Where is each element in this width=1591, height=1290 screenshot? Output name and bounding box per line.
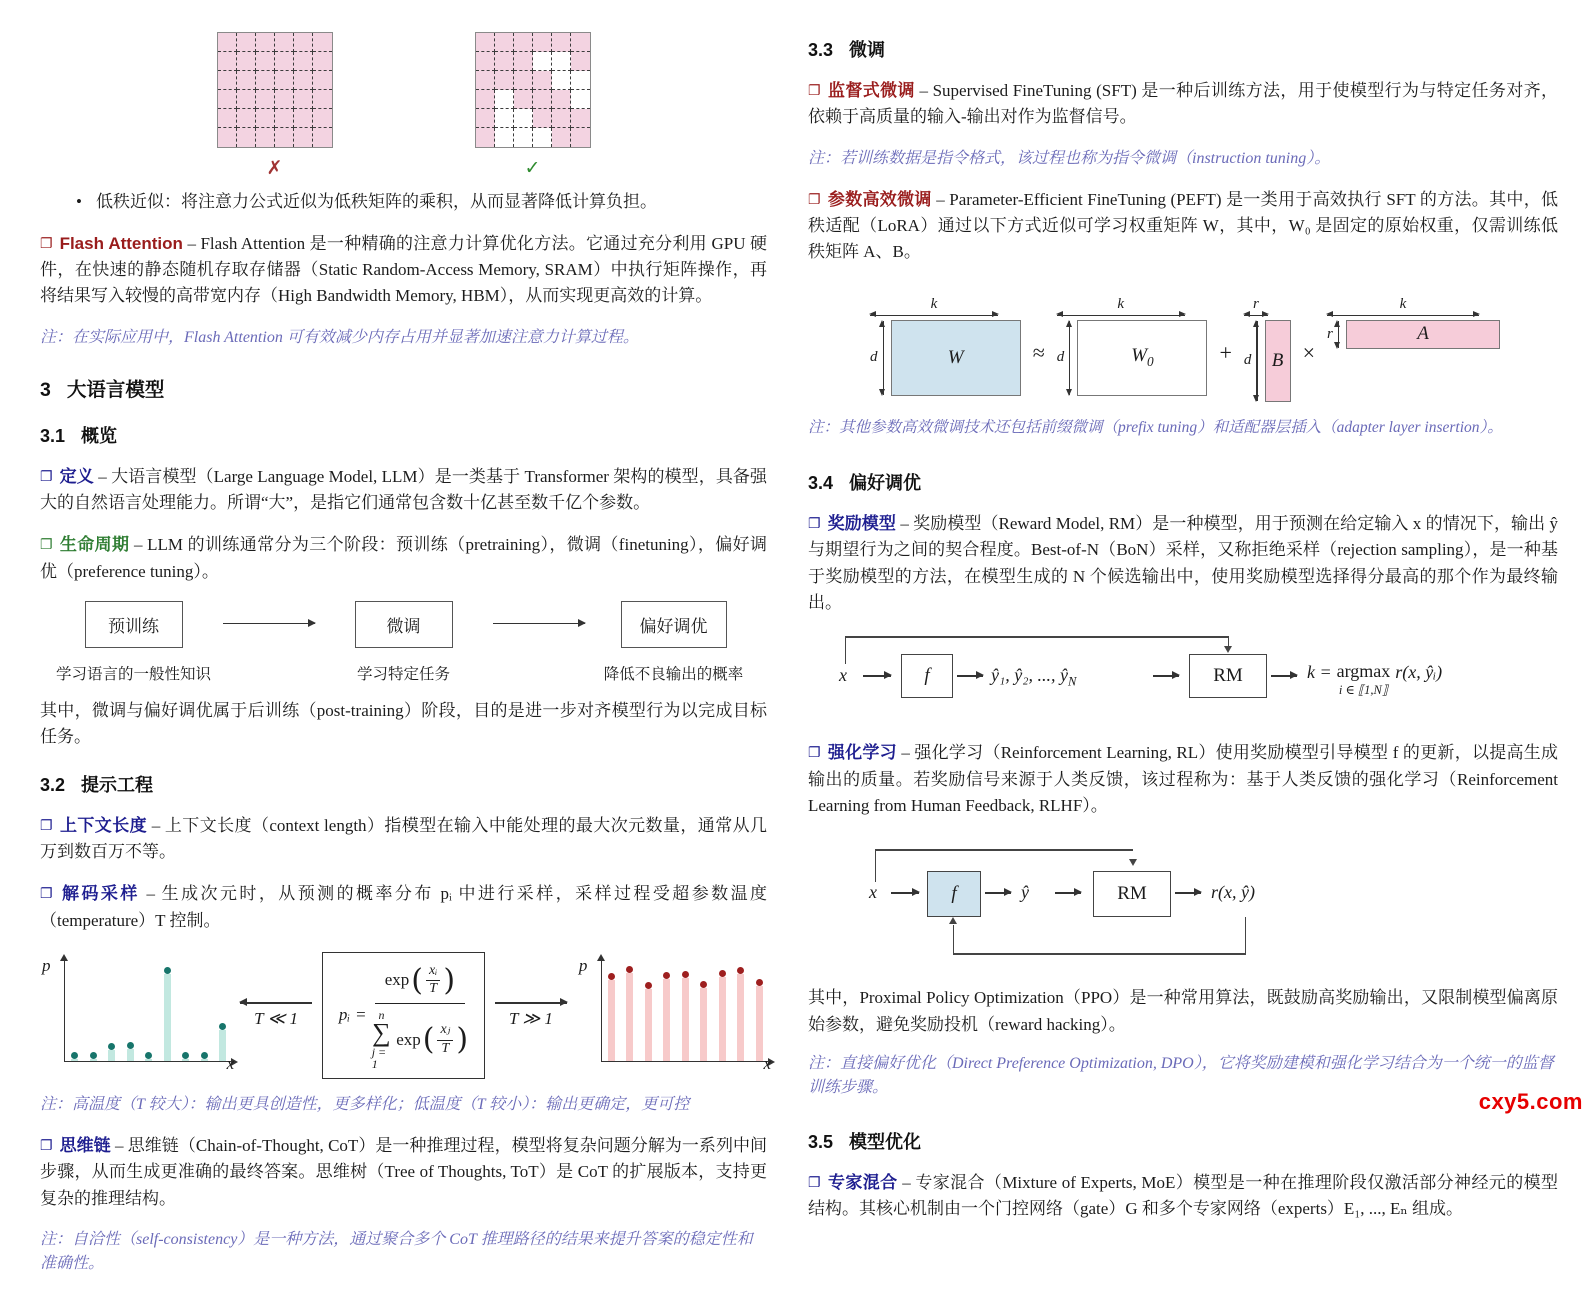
stage-preference-tuning — [585, 601, 763, 684]
term-chain-of-thought: 思维链 — [59, 1135, 111, 1155]
note-temperature: 注：高温度（T 较大）：输出更具创造性，更多样化；低温度（T 较小）：输出更确定，更可控 — [40, 1095, 690, 1113]
card-body: – 奖励模型（Reward Model, RM）是一种模型，用于预测在给定输入 x 的情况下，输出 ŷ 与期望行为之间的契合程度。Best-of-N（BoN）采样，又称拒绝采样（rejection sampling），是一种基于奖励模型的方法，在模型生成的 N 个候选输出中，使用奖励模型选择得分最高的那个作为最终输出。 — [808, 513, 1559, 612]
dim-label-k: k — [1117, 295, 1125, 312]
approx-operator: ≈ — [1032, 339, 1045, 365]
stage-pretraining — [45, 601, 223, 684]
lora-decomposition-figure — [808, 284, 1558, 402]
section-3-5-heading: 3.5 模型优化 — [808, 1132, 922, 1153]
model-f-box: f — [901, 654, 953, 698]
term-reward-model: 奖励模型 — [827, 513, 896, 533]
stage-caption: 学习特定任务 — [356, 665, 450, 683]
rlhf-loop-diagram — [863, 835, 1503, 971]
card-mixture-of-experts — [808, 1170, 1558, 1223]
ppo-paragraph: 其中，Proximal Policy Optimization（PPO）是一种常用算法，既鼓励高奖励输出，又限制模型偏离原始参数，避免奖励投机（reward hacking）。 — [808, 988, 1558, 1034]
dense-attention-grid — [217, 32, 333, 148]
dim-label-d: d — [1056, 349, 1065, 366]
best-of-n-diagram — [833, 632, 1533, 724]
chart-plot-area — [601, 961, 768, 1062]
term-reinforcement-learning: 强化学习 — [827, 743, 897, 763]
left-column — [40, 26, 771, 1290]
stage-caption: 降低不良输出的概率 — [603, 665, 744, 683]
matrix-w-block — [870, 284, 1021, 396]
flow-arrow-icon — [1271, 675, 1297, 676]
attention-sparsity-figure — [40, 32, 767, 179]
matrix-b: B — [1265, 320, 1291, 402]
bullet-icon: • — [76, 192, 82, 211]
right-column — [808, 26, 1558, 1239]
dense-attention-grid-wrap — [217, 32, 333, 179]
dim-arrow-icon — [1256, 321, 1257, 401]
card-body: – Supervised FineTuning (SFT) 是一种后训练方法，用于使模型行为与特定任务对齐，依赖于高质量的输入-输出对作为监督信号。 — [808, 81, 1559, 127]
card-body: – 思维链（Chain-of-Thought, CoT）是一种推理过程，模型将复杂问题分解为一系列中间步骤，从而生成更准确的最终答案。思维树（Tree of Thoughts, ToT）是 CoT 的扩展版本，支持更复杂的推理结构。 — [40, 1135, 768, 1208]
term-box-icon: ❐ — [808, 84, 821, 99]
dim-label-d: d — [870, 349, 878, 366]
x-axis-label: x — [226, 1054, 235, 1074]
card-reward-model — [808, 511, 1558, 616]
formula-fraction: exp ( xᵢ T ) n ∑ j = 1 exp ( xⱼ T ) — [371, 962, 469, 1071]
arrowhead-down-icon — [1224, 646, 1232, 653]
feedback-line — [953, 925, 954, 953]
sparse-attention-grid-wrap — [475, 32, 591, 179]
flow-arrow-icon — [1153, 675, 1179, 676]
term-box-icon: ❐ — [40, 469, 53, 485]
bullet-text: 低秩近似：将注意力公式近似为低秩矩阵的乘积，从而显著降低计算负担。 — [95, 192, 657, 211]
stage-box: 偏好调优 — [621, 601, 727, 648]
term-box-icon: ❐ — [808, 516, 821, 532]
card-body: – Flash Attention 是一种精确的注意力计算优化方法。它通过充分利用 GPU 硬件，在快速的静态随机存取存储器（Static Random-Access Memory, SRAM）中执行矩阵操作，再将结果写入较慢的高带宽内存（High Bandwidth Memory, HBM），从而实现更高效的计算。 — [40, 233, 767, 306]
card-flash-attention — [40, 231, 767, 310]
lifecycle-flow-diagram — [40, 601, 767, 684]
flow-arrow-icon — [957, 675, 983, 676]
site-watermark: cxy5.com — [1478, 1089, 1583, 1114]
dim-label-d: d — [1243, 352, 1252, 369]
term-decoding-sampling: 解码采样 — [59, 884, 140, 904]
section-3-3-heading: 3.3 微调 — [808, 40, 886, 60]
term-context-length: 上下文长度 — [59, 815, 148, 835]
term-box-icon: ❐ — [40, 818, 53, 834]
term-mixture-of-experts: 专家混合 — [827, 1173, 898, 1193]
stage-box: 微调 — [355, 601, 453, 648]
term-sft: 监督式微调 — [827, 81, 915, 100]
note-instruction-tuning: 注：若训练数据是指令格式，该过程也称为指令微调（instruction tuning）。 — [808, 149, 1331, 167]
term-definition: 定义 — [59, 466, 94, 486]
card-peft — [808, 187, 1558, 266]
term-box-icon: ❐ — [40, 236, 53, 252]
arrowhead-down-icon — [1129, 859, 1137, 866]
x-axis-label: x — [763, 1054, 771, 1074]
term-box-icon: ❐ — [808, 192, 821, 208]
formula-equals: = — [356, 1005, 366, 1025]
card-body: – 强化学习（Reinforcement Learning, RL）使用奖励模型引导模型 f 的更新，以提高生成输出的质量。若奖励信号来源于人类反馈，该过程称为：基于人类反馈的强化学习（Reinforcement Learning from Human Feedback, RLHF）。 — [808, 743, 1558, 816]
reward-output: r(x, ŷ) — [1211, 882, 1255, 903]
connector-line — [1228, 636, 1229, 646]
flow-arrow-icon — [1055, 892, 1081, 893]
plus-operator: + — [1219, 339, 1232, 365]
card-body: – Parameter-Efficient FineTuning (PEFT) 是一类用于高效执行 SFT 的方法。其中，低秩适配（LoRA）通过以下方式近似可学习权重矩阵 W，其中，W₀ 是固定的原始权重，仅需训练低秩矩阵 A、B。 — [808, 189, 1559, 262]
model-f-box: f — [927, 871, 981, 917]
note-flash-attention: 注：在实际应用中，Flash Attention 可有效减少内存占用并显著加速注意力计算过程。 — [40, 328, 639, 346]
term-box-icon: ❐ — [40, 1138, 53, 1154]
high-temperature-annotation — [494, 1002, 568, 1028]
note-self-consistency: 注：自洽性（self-consistency）是一种方法，通过聚合多个 CoT 推理路径的结果来提升答案的稳定性和准确性。 — [40, 1230, 753, 1272]
card-decoding-sampling — [40, 881, 767, 934]
y-axis-label: p — [42, 956, 51, 976]
cross-mark-icon: ✗ — [266, 157, 283, 179]
flow-arrow-icon — [985, 892, 1011, 893]
section-3-4-heading: 3.4 偏好调优 — [808, 472, 922, 493]
feedback-line — [1245, 917, 1246, 953]
stage-box: 预训练 — [85, 601, 183, 648]
annotation-label: T ≪ 1 — [254, 1008, 299, 1028]
card-body: – 大语言模型（Large Language Model, LLM）是一类基于 Transformer 架构的模型，具备强大的自然语言处理能力。所谓“大”，是指它们通常包含数十亿甚至数千亿个参数。 — [40, 466, 768, 512]
card-chain-of-thought — [40, 1133, 767, 1212]
note-peft-others: 注：其他参数高效微调技术还包括前缀微调（prefix tuning）和适配器层插入（adapter layer insertion）。 — [808, 418, 1503, 436]
left-arrow-icon — [240, 1002, 312, 1003]
chart-plot-area — [64, 961, 231, 1062]
matrix-b-block — [1244, 284, 1291, 402]
stage-finetuning — [315, 601, 493, 684]
reward-model-box: RM — [1093, 871, 1171, 917]
output-y: ŷ — [1021, 882, 1029, 903]
term-box-icon: ❐ — [40, 538, 53, 554]
arrowhead-up-icon — [949, 917, 957, 924]
term-flash-attention: Flash Attention — [59, 233, 183, 253]
candidate-outputs: ŷ₁, ŷ₂, ..., $ŷ_N$ — [991, 665, 1077, 689]
card-context-length — [40, 813, 767, 866]
card-body: – 上下文长度（context length）指模型在输入中能处理的最大次元数量，通常从几万到数百万不等。 — [40, 815, 768, 861]
dim-arrow-icon — [883, 321, 884, 395]
flow-arrow-icon — [1175, 892, 1201, 893]
term-peft: 参数高效微调 — [827, 189, 932, 209]
dim-arrow-icon — [1327, 315, 1479, 316]
temperature-figure — [40, 952, 771, 1079]
sparse-attention-grid — [475, 32, 591, 148]
flow-arrow-icon — [863, 675, 891, 676]
argmax-output: k = argmax i ∈ ⟦1,N⟧ r(x, ŷᵢ) — [1307, 661, 1443, 698]
low-temperature-chart — [40, 954, 235, 1076]
card-body: – LLM 的训练通常分为三个阶段：预训练（pretraining），微调（finetuning），偏好调优（preference tuning）。 — [40, 535, 768, 581]
flow-arrow-icon — [493, 623, 585, 624]
term-lifecycle: 生命周期 — [59, 535, 130, 555]
connector-line — [845, 636, 1229, 637]
times-operator: × — [1302, 339, 1315, 365]
connector-line — [875, 849, 876, 882]
matrix-w: W — [891, 320, 1021, 396]
check-mark-icon: ✓ — [524, 157, 541, 179]
dim-label-r: r — [1252, 295, 1259, 312]
dim-arrow-icon — [1057, 315, 1185, 316]
dim-arrow-icon — [1244, 315, 1268, 316]
annotation-label: T ≫ 1 — [508, 1008, 553, 1028]
low-temperature-annotation — [239, 1002, 313, 1028]
dim-arrow-icon — [870, 315, 998, 316]
flow-arrow-icon — [891, 892, 919, 893]
low-rank-bullet — [76, 189, 767, 215]
card-sft — [808, 78, 1558, 131]
matrix-a: A — [1346, 320, 1500, 349]
card-reinforcement-learning — [808, 740, 1558, 819]
y-axis-label: p — [578, 956, 588, 976]
softmax-temperature-formula — [322, 952, 485, 1079]
feedback-line — [953, 953, 1246, 954]
term-box-icon: ❐ — [40, 887, 53, 903]
right-arrow-icon — [495, 1002, 567, 1003]
matrix-w0-block — [1057, 284, 1208, 396]
dim-arrow-icon — [1338, 321, 1339, 348]
flow-arrow-icon — [223, 623, 315, 624]
stage-caption: 学习语言的一般性知识 — [55, 665, 211, 683]
dim-label-r: r — [1326, 325, 1333, 342]
reward-model-box: RM — [1189, 654, 1267, 698]
connector-line — [875, 849, 1133, 850]
term-box-icon: ❐ — [808, 1176, 821, 1192]
post-training-paragraph: 其中，微调与偏好调优属于后训练（post-training）阶段，目的是进一步对齐模型行为以完成目标任务。 — [40, 700, 767, 747]
matrix-w0: $W_0$ — [1077, 320, 1207, 396]
summation-symbol: n ∑ j = 1 — [371, 1008, 391, 1071]
card-definition — [40, 464, 767, 517]
dim-label-k: k — [930, 295, 938, 312]
section-3-heading: 3 大语言模型 — [40, 378, 165, 401]
section-3-2-heading: 3.2 提示工程 — [40, 774, 154, 795]
input-x: x — [839, 665, 847, 686]
card-lifecycle — [40, 532, 767, 585]
dim-arrow-icon — [1069, 321, 1070, 395]
input-x: x — [869, 882, 877, 903]
high-temperature-chart — [577, 954, 771, 1076]
formula-lhs: pᵢ — [338, 1005, 351, 1025]
card-body: – 生成次元时，从预测的概率分布 pᵢ 中进行采样，采样过程受超参数温度（temperature）T 控制。 — [40, 884, 768, 930]
note-dpo: 注：直接偏好优化（Direct Preference Optimization, DPO），它将奖励建模和强化学习结合为一个统一的监督训练步骤。 — [808, 1055, 1554, 1097]
term-box-icon: ❐ — [808, 746, 821, 762]
matrix-a-block — [1327, 284, 1500, 349]
card-body: – 专家混合（Mixture of Experts, MoE）模型是一种在推理阶段仅激活部分神经元的模型结构。其核心机制由一个门控网络（gate）G 和多个专家网络（experts）E₁, ..., Eₙ 组成。 — [808, 1173, 1559, 1219]
dim-label-k: k — [1399, 295, 1407, 312]
connector-line — [845, 636, 846, 664]
section-3-1-heading: 3.1 概览 — [40, 425, 118, 446]
